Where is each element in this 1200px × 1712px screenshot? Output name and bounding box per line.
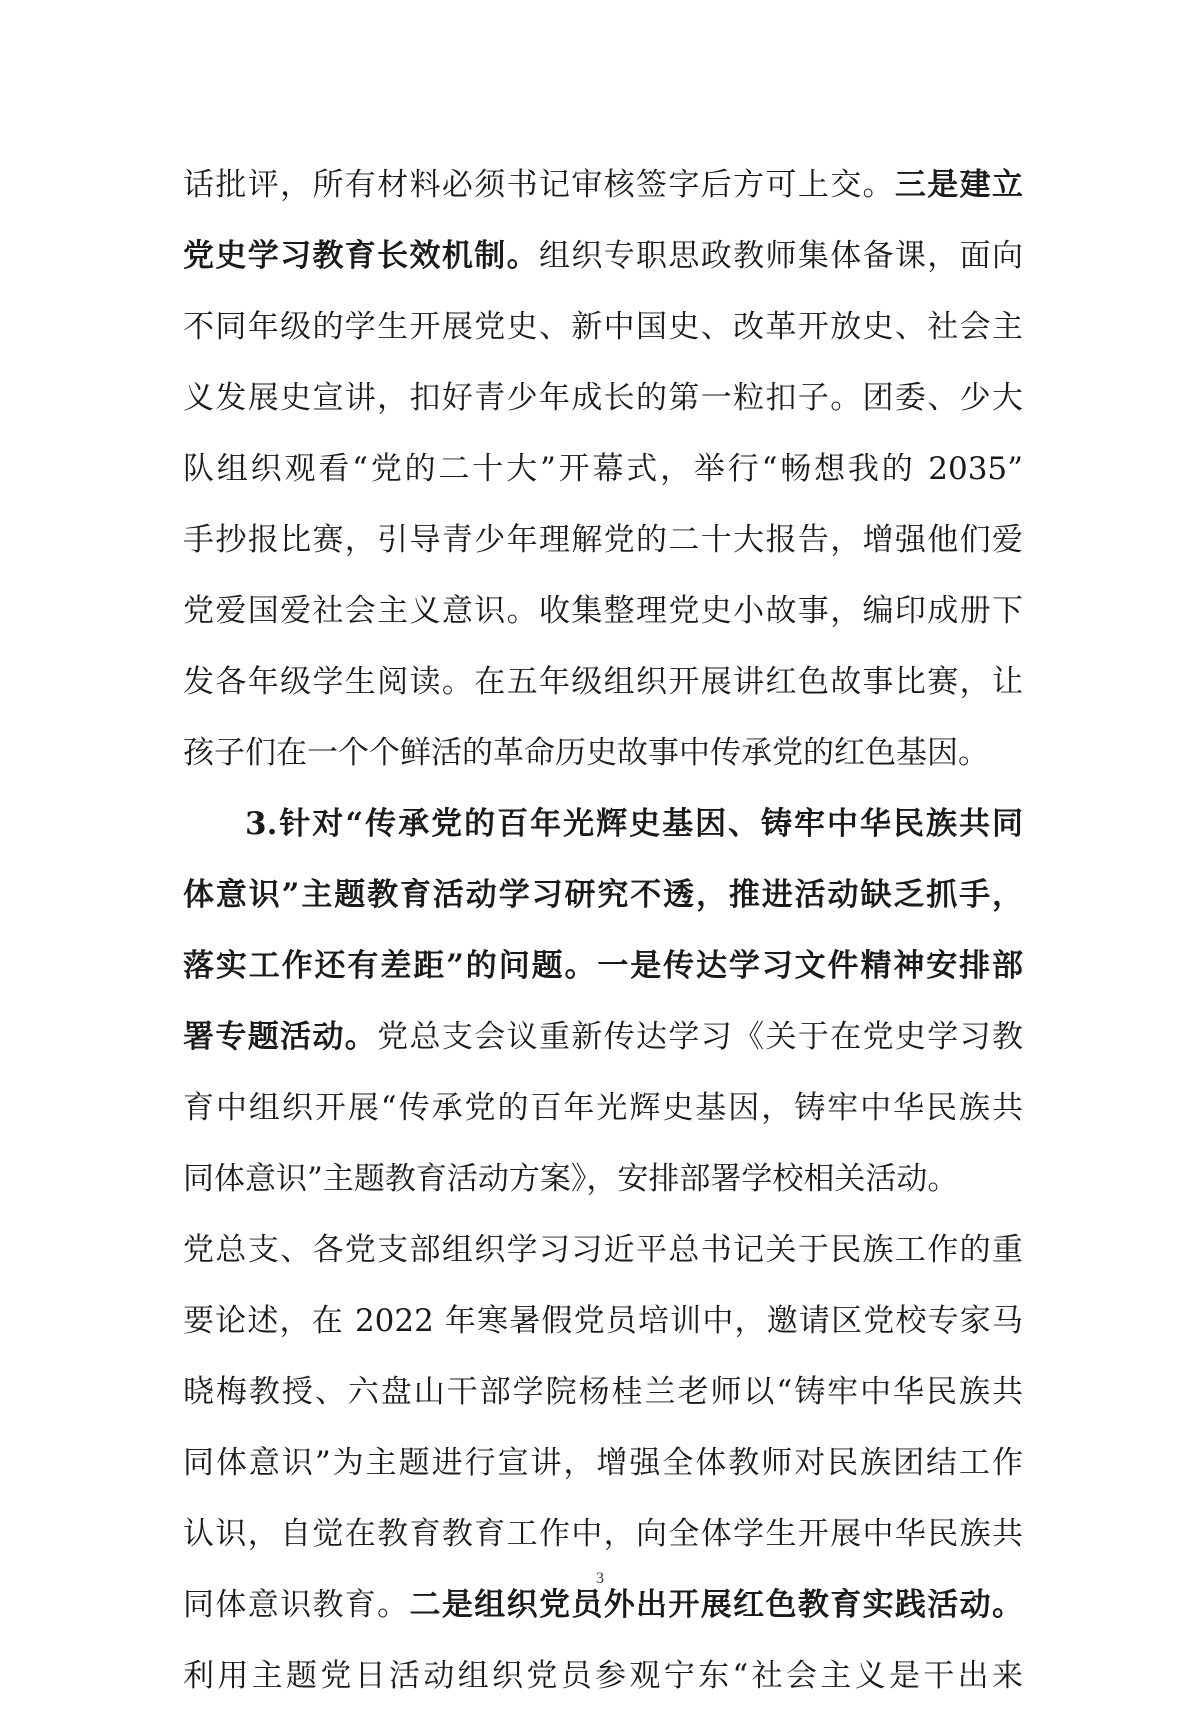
- text-line: [183, 150, 1023, 221]
- text-segment: 同体意识”主题教育活动方案》，安排部署学校相关活动。: [183, 1161, 959, 1197]
- text-line: [183, 292, 1023, 363]
- bold-text-segment: 二是组织党员外出开展红色教育实践活动。: [409, 1587, 1023, 1623]
- text-segment: 认识，自觉在教育教育工作中，向全体学生开展中华民族共: [183, 1516, 1023, 1552]
- text-segment: 育中组织开展“传承党的百年光辉史基因，铸牢中华民族共: [183, 1090, 1023, 1126]
- text-segment: 组织专职思政教师集体备课，面向: [538, 238, 1023, 274]
- text-segment: 同体意识教育。: [183, 1587, 410, 1623]
- text-line: [183, 1641, 1023, 1712]
- text-line: [183, 1357, 1023, 1428]
- bold-text-segment: 体意识”主题教育活动学习研究不透，推进活动缺乏抓手，: [183, 877, 1023, 913]
- document-body: [183, 150, 1023, 1712]
- text-line: [183, 221, 1023, 292]
- text-segment: 利用主题党日活动组织党员参观宁东“社会主义是干出来: [183, 1658, 1023, 1694]
- text-segment: 晓梅教授、六盘山干部学院杨桂兰老师以“铸牢中华民族共: [183, 1374, 1023, 1410]
- text-line: [183, 860, 1023, 931]
- text-line: [183, 576, 1023, 647]
- text-segment: 孩子们在一个个鲜活的革命历史故事中传承党的红色基因。: [183, 735, 989, 771]
- text-segment: 同体意识”为主题进行宣讲，增强全体教师对民族团结工作: [183, 1445, 1023, 1481]
- bold-text-segment: 署专题活动。: [183, 1019, 378, 1055]
- bold-text-segment: 三是建立: [894, 167, 1023, 203]
- text-line: [183, 1215, 1023, 1286]
- text-line: [183, 1002, 1023, 1073]
- text-line: [183, 434, 1023, 505]
- text-line: [183, 1144, 1023, 1215]
- text-line: [183, 505, 1023, 576]
- text-segment: 党总支、各党支部组织学习习近平总书记关于民族工作的重: [183, 1232, 1023, 1268]
- text-segment: 义发展史宣讲，扣好青少年成长的第一粒扣子。团委、少大: [183, 380, 1023, 416]
- text-line: [183, 789, 1023, 860]
- text-segment: 发各年级学生阅读。在五年级组织开展讲红色故事比赛，让: [183, 664, 1023, 700]
- page-number: 3: [596, 1570, 604, 1587]
- text-segment: 要论述，在 2022 年寒暑假党员培训中，邀请区党校专家马: [183, 1303, 1023, 1339]
- text-segment: 队组织观看“党的二十大”开幕式，举行“畅想我的 2035”: [183, 451, 1023, 487]
- bold-text-segment: 党史学习教育长效机制。: [183, 238, 539, 274]
- bold-text-segment: 3.针对“传承党的百年光辉史基因、铸牢中华民族共同: [245, 806, 1023, 842]
- text-segment: 党总支会议重新传达学习《关于在党史学习教: [377, 1019, 1023, 1055]
- text-segment: 手抄报比赛，引导青少年理解党的二十大报告，增强他们爱: [183, 522, 1023, 558]
- text-line: [183, 1499, 1023, 1570]
- text-segment: 党爱国爱社会主义意识。收集整理党史小故事，编印成册下: [183, 593, 1023, 629]
- text-line: [183, 647, 1023, 718]
- text-line: [183, 1073, 1023, 1144]
- text-line: [183, 931, 1023, 1002]
- text-line: [183, 1428, 1023, 1499]
- bold-text-segment: 落实工作还有差距”的问题。一是传达学习文件精神安排部: [183, 948, 1023, 984]
- text-line: [183, 363, 1023, 434]
- text-segment: 话批评，所有材料必须书记审核签字后方可上交。: [183, 167, 895, 203]
- text-segment: 不同年级的学生开展党史、新中国史、改革开放史、社会主: [183, 309, 1023, 345]
- text-line: [183, 718, 1023, 789]
- text-line: [183, 1286, 1023, 1357]
